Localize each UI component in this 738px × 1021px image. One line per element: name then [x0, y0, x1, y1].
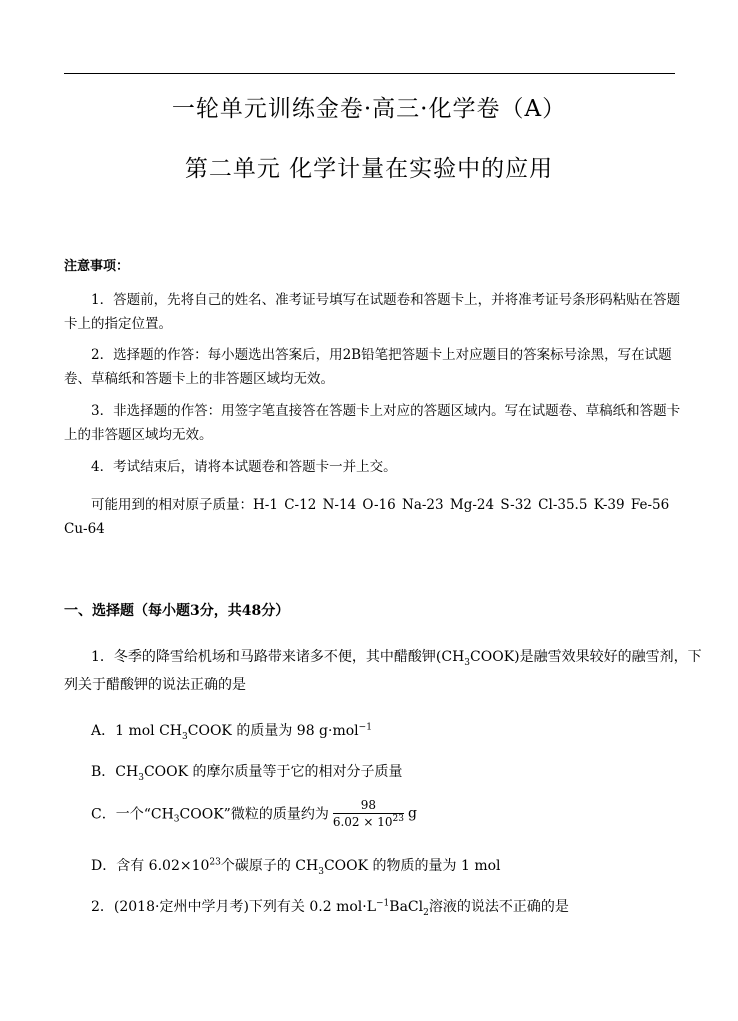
atomic-masses: 可能用到的相对原子质量：H-1 C-12 N-14 O-16 Na-23 Mg-24 S-32 Cl-35.5 K-39 Fe-56 Cu-64: [64, 497, 670, 537]
question-1-option-d: D．含有 $6.02\times 10^{23}$个碳原子的 $CH_3COOK$ 的物质的量为 1 mol: [91, 857, 501, 877]
notice-item-1: 1．答题前，先将自己的姓名、准考证号填写在试题卷和答题卡上，并将准考证号条形码粘贴在答题卡上的指定位置。: [64, 292, 681, 332]
question-1-stem: 1．冬季的降雪给机场和马路带来诸多不便，其中醋酸钾$(CH_3COOK)$是融雪效果较好的融雪剂，下列关于醋酸钾的说法正确的是: [64, 649, 702, 693]
notice-heading: 注意事项：: [64, 259, 130, 274]
question-1-option-b: B．$CH_3COOK$ 的摩尔质量等于它的相对分子质量: [91, 764, 403, 783]
notice-item-4: 4．考试结束后，请将本试题卷和答题卡一并上交。: [91, 459, 397, 475]
notice-item-3: 3．非选择题的作答：用签字笔直接答在答题卡上对应的答题区域内。写在试题卷、草稿纸和答题卡上的非答题区域均无效。: [64, 403, 681, 443]
fraction: [333, 797, 404, 830]
fraction-denominator: $6.02 \times 10^{23}$: [332, 814, 404, 829]
fraction-numerator: 98: [333, 797, 404, 814]
page-title: 一轮单元训练金卷·高三·化学卷（A）: [171, 96, 567, 122]
question-1-option-a: A．1 mol $CH_3COOK$ 的质量为 98 g·mol$^{-1}$: [91, 722, 372, 742]
header-rule: [64, 73, 675, 74]
section-title: 一、选择题（每小题3分，共48分）: [64, 603, 290, 619]
notice-item-2: 2．选择题的作答：每小题选出答案后，用2B铅笔把答题卡上对应题目的答案标号涂黑，写在试题卷、草稿纸和答题卡上的非答题区域均无效。: [64, 347, 672, 387]
question-1-option-c: C．一个“$CH_3COOK$”微粒的质量约为 $\frac{98}{6.02 \times 10^{23}}$ g: [91, 798, 417, 829]
question-2-stem: 2．(2018·定州中学月考)下列有关 0.2 $mol\cdot L^{-1}BaCl_2$溶液的说法不正确的是: [91, 898, 569, 918]
page-subtitle: 第二单元 化学计量在实验中的应用: [184, 156, 554, 182]
